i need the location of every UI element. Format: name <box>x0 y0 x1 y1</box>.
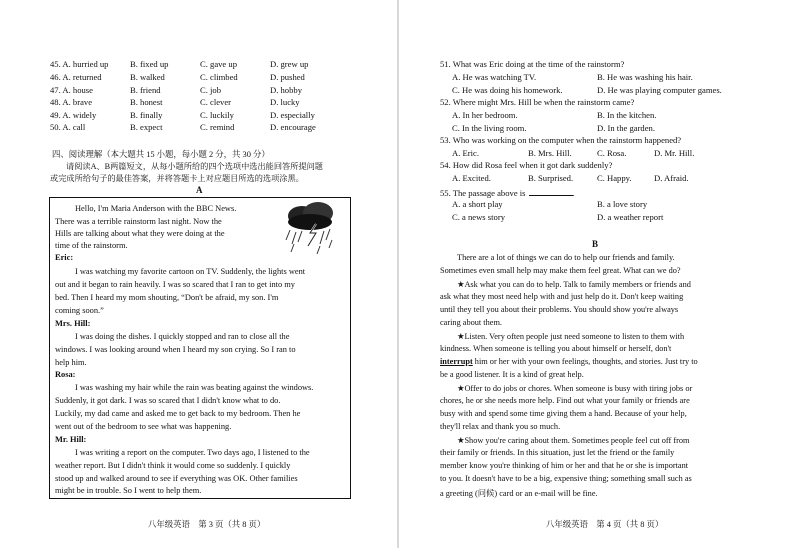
rain-cloud-icon <box>280 200 340 256</box>
passage-line: out and it began to rain heavily. I was so scared that I ran to get into my <box>55 280 295 289</box>
passage-line: member know you're thinking of him or her and that he or she is important <box>440 461 689 470</box>
option: C. Happy. <box>597 173 632 183</box>
passage-line: ask what they most need help with and just help do it. Don't keep waiting <box>440 292 684 301</box>
passage-line: windows. I was looking around when I heard my son crying. So I ran to <box>55 345 296 354</box>
option: C. Rosa. <box>597 148 627 158</box>
passage-line: Hello, I'm Maria Anderson with the BBC News. <box>75 204 237 213</box>
option: B. a love story <box>597 199 648 209</box>
passage-line: There was a terrible rainstorm last night. Now the <box>55 217 222 226</box>
passage-line: interrupt him or her with your own feelings, thoughts, and stories. Just try to <box>440 357 698 366</box>
option: C. a news story <box>452 212 505 222</box>
passage-line: I was watching my favorite cartoon on TV. Suddenly, the lights went <box>75 267 306 276</box>
instruction-line: 请阅读A、B两篇短文，从每小题所给的四个选项中选出能回答所提问题 <box>66 162 323 171</box>
passage-line: went out of the bedroom to see what was happening. <box>55 422 232 431</box>
option: A. He was watching TV. <box>452 72 537 82</box>
option: D. In the garden. <box>597 123 655 133</box>
left-page: 45. A. hurried up B. fixed up C. gave up D. grew up 46. A. returned B. walked C. climbed D. pushed 47. A. house B. friend C. job D. hobby 48. A. brave B. honest C. clever D. lucky 49. A. widely B. finally C. luckily D. especially 50. A. call B. expect C. remind D. encourage 四、阅读理解（本大题共 15 小题，每小题 2 分，共 30 分） 请阅读A、B两篇短文，从每小题所给的四个选项中选出能回答所提问题 或完成所给句子的最佳答案，并将答题卡上对应题目所选的选项涂黑。 A Hello, I'm Maria Anderson with the BBC News. There was a terrible rainstorm last night. Now the Hills are talking about what they were doing at the time of the rainstorm. Eric: I was watching my favorite cartoon on TV. Suddenly, the lights went out and it began to rain heavily. I was so scared that I ran to get into my bed. Then I heard my mom shouting, “Don't be afraid, my son. I'm coming soon.” Mrs. Hill: I was doing the dishes. I quickly stopped and ran to close all the windows. I was looking around when I heard my son crying. So I ran to help him. Rosa: I was washing my hair while the rain was beating against the windows. Suddenly, it got dark. I was so scared that I didn't know what to do. Luckily, my dad came and asked me to get back to my bedroom. Then he went out of the bedroom to see what was happening. Mr. Hill: I was writing a report on the computer. Two days ago, I listened to the weather report. But I didn't think it would come so suddenly. I quickly stood up and walked around to see if everything was OK. Other families might be in trouble. So I went to help them. 八年级英语 第 3 页（共 8 页） <box>0 0 400 548</box>
speaker-name: Eric: <box>55 253 74 262</box>
passage-line: bed. Then I heard my mom shouting, “Don't be afraid, my son. I'm <box>55 293 279 302</box>
option: B. Surprised. <box>528 173 574 183</box>
passage-b-label: B <box>592 239 599 249</box>
option: D. Mr. Hill. <box>654 148 695 158</box>
question-52: 52. Where might Mrs. Hill be when the rainstorm came? <box>440 97 635 107</box>
option: B. In the kitchen. <box>597 110 657 120</box>
question-54: 54. How did Rosa feel when it got dark suddenly? <box>440 160 613 170</box>
passage-line: I was washing my hair while the rain was beating against the windows. <box>75 383 314 392</box>
option: C. In the living room. <box>452 123 527 133</box>
instruction-line: 或完成所给句子的最佳答案，并将答题卡上对应题目所选的选项涂黑。 <box>50 174 304 183</box>
speaker-name: Mrs. Hill: <box>55 319 91 328</box>
passage-line: ★Ask what you can do to help. Talk to family members or friends and <box>457 280 691 289</box>
passage-line: time of the rainstorm. <box>55 241 128 250</box>
passage-line: they'll relax and thank you so much. <box>440 422 561 431</box>
page-footer: 八年级英语 第 3 页（共 8 页） <box>148 520 266 529</box>
passage-line: weather report. But I didn't think it would come so suddenly. I quickly <box>55 461 291 470</box>
option: D. Afraid. <box>654 173 689 183</box>
option: B. Mrs. Hill. <box>528 148 572 158</box>
right-page <box>400 0 794 548</box>
option: C. He was doing his homework. <box>452 85 563 95</box>
speaker-name: Mr. Hill: <box>55 435 87 444</box>
passage-line: ★Show you're caring about them. Sometimes people feel cut off from <box>457 436 690 445</box>
option: A. Excited. <box>452 173 491 183</box>
question-55: 55. The passage above is . <box>440 188 575 198</box>
option: D. a weather report <box>597 212 664 222</box>
passage-line: There are a lot of things we can do to help our friends and family. <box>457 253 675 262</box>
passage-line: to you. It doesn't have to be a big, expensive thing; something small such as <box>440 474 692 483</box>
passage-line: kindness. When someone is telling you about himself or herself, don't <box>440 344 672 353</box>
passage-line: help him. <box>55 358 87 367</box>
underlined-word: interrupt <box>440 357 473 366</box>
answer-blank <box>529 186 573 196</box>
passage-line: their family or friends. In this situation, just let the friend or the family <box>440 448 675 457</box>
passage-line: I was doing the dishes. I quickly stopped and ran to close all the <box>75 332 290 341</box>
passage-line: Suddenly, it got dark. I was so scared that I didn't know what to do. <box>55 396 281 405</box>
passage-line: busy with and spend some time giving them a hand. Because of your help, <box>440 409 687 418</box>
option: A. In her bedroom. <box>452 110 518 120</box>
option: A. Eric. <box>452 148 479 158</box>
question-53: 53. Who was working on the computer when the rainstorm happened? <box>440 135 682 145</box>
passage-line: a greeting (问候) card or an e-mail will be fine. <box>440 489 598 498</box>
passage-line: chores, he or she needs more help. Find out what your family or friends are <box>440 396 690 405</box>
passage-line: until they tell you about their problems. You should show you're always <box>440 305 679 314</box>
passage-line: Sometimes even small help may make them feel great. What can we do? <box>440 266 681 275</box>
speaker-name: Rosa: <box>55 370 76 379</box>
option: A. a short play <box>452 199 503 209</box>
passage-a-box <box>49 197 351 499</box>
question-51: 51. What was Eric doing at the time of the rainstorm? <box>440 59 625 69</box>
passage-line: Luckily, my dad came and asked me to get back to my bedroom. Then he <box>55 409 301 418</box>
option: D. He was playing computer games. <box>597 85 722 95</box>
passage-line: might be in trouble. So I went to help them. <box>55 486 202 495</box>
passage-line: Hills are talking about what they were doing at the <box>55 229 225 238</box>
section-title: 四、阅读理解（本大题共 15 小题，每小题 2 分，共 30 分） <box>52 150 270 159</box>
passage-line: ★Listen. Very often people just need someone to listen to them with <box>457 332 685 341</box>
page-footer: 八年级英语 第 4 页（共 8 页） <box>546 520 664 529</box>
passage-line: ★Offer to do jobs or chores. When someone is busy with tiring jobs or <box>457 384 693 393</box>
passage-line: I was writing a report on the computer. Two days ago, I listened to the <box>75 448 310 457</box>
passage-line: stood up and walked around to see if everything was OK. Other families <box>55 474 298 483</box>
passage-line: caring about them. <box>440 318 502 327</box>
passage-line: be a good listener. It is a kind of great help. <box>440 370 584 379</box>
option: B. He was washing his hair. <box>597 72 693 82</box>
passage-line: coming soon.” <box>55 306 104 315</box>
passage-a-label: A <box>196 185 203 195</box>
